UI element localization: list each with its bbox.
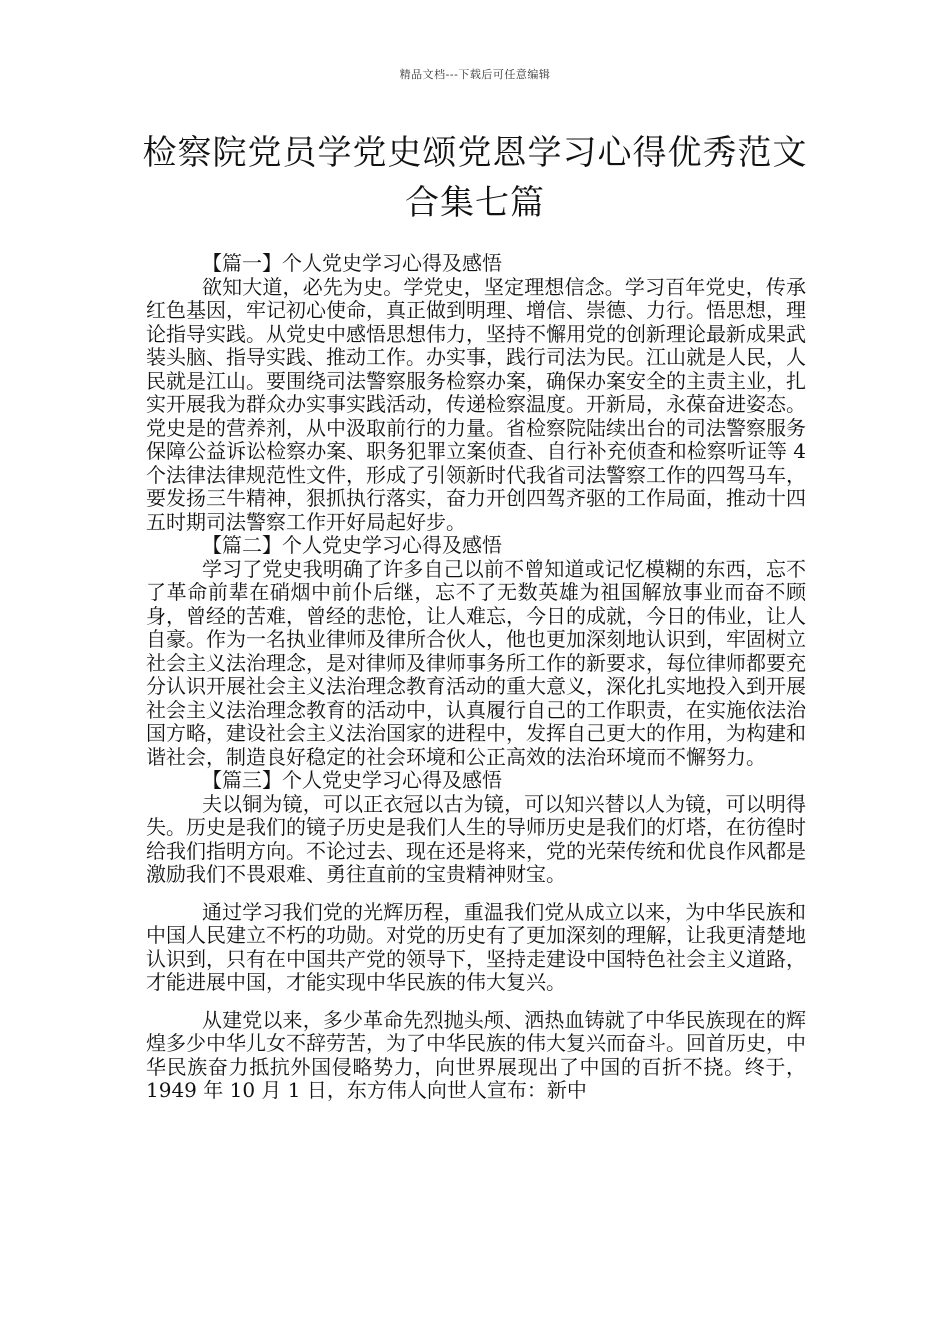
paragraph: 从建党以来，多少革命先烈抛头颅、洒热血铸就了中华民族现在的辉煌多少中华儿女不辞劳苦，为了中华民族的伟大复兴而奋斗。回首历史，中华民族奋力抵抗外国侵略势力，向世界展现出了中国的百折不挠。终于，1949 年 10 月 1 日，东方伟人向世人宣布：新中 (146, 1007, 806, 1102)
section-heading: 【篇二】个人党史学习心得及感悟 (202, 533, 502, 557)
section-heading: 【篇三】个人党史学习心得及感悟 (202, 768, 502, 792)
document-body (146, 252, 806, 1103)
paragraph: 欲知大道，必先为史。学党史，坚定理想信念。学习百年党史，传承红色基因，牢记初心使命，真正做到明理、增信、崇德、力行。悟思想，理论指导实践。从党史中感悟思想伟力，坚持不懈用党的创新理论最新成果武装头脑、指导实践、推动工作。办实事，践行司法为民。江山就是人民，人民就是江山。要围绕司法警察服务检察办案，确保办案安全的主责主业，扎实开展我为群众办实事实践活动，传递检察温度。开新局，永葆奋进姿态。党史是的营养剂，从中汲取前行的力量。省检察院陆续出台的司法警察服务保障公益诉讼检察办案、职务犯罪立案侦查、自行补充侦查和检察听证等 4 个法律法律规范性文件，形成了引领新时代我省司法警察工作的四驾马车，要发扬三牛精神，狠抓执行落实，奋力开创四驾齐驱的工作局面，推动十四五时期司法警察工作开好局起好步。 (146, 274, 806, 534)
paragraph: 通过学习我们党的光辉历程，重温我们党从成立以来，为中华民族和中国人民建立不朽的功勋。对党的历史有了更加深刻的理解，让我更清楚地认识到，只有在中国共产党的领导下，坚持走建设中国特色社会主义道路，才能进展中国，才能实现中华民族的伟大复兴。 (146, 899, 806, 994)
section-heading: 【篇一】个人党史学习心得及感悟 (202, 251, 502, 275)
paragraph: 夫以铜为镜，可以正衣冠以古为镜，可以知兴替以人为镜，可以明得失。历史是我们的镜子历史是我们人生的导师历史是我们的灯塔，在彷徨时给我们指明方向。不论过去、现在还是将来，党的光荣传统和优良作风都是激励我们不畏艰难、勇往直前的宝贵精神财宝。 (146, 791, 806, 886)
document-title: 检察院党员学党史颂党恩学习心得优秀范文合集七篇 (142, 133, 808, 223)
header-note: 精品文档---下载后可任意编辑 (399, 68, 551, 81)
paragraph: 学习了党史我明确了许多自己以前不曾知道或记忆模糊的东西，忘不了革命前辈在硝烟中前仆后继，忘不了无数英雄为祖国解放事业而奋不顾身，曾经的苦难，曾经的悲怆，让人难忘，今日的成就，今日的伟业，让人自豪。作为一名执业律师及律所合伙人，他也更加深刻地认识到，牢固树立社会主义法治理念，是对律师及律师事务所工作的新要求，每位律师都要充分认识开展社会主义法治理念教育活动的重大意义，深化扎实地投入到开展社会主义法治理念教育的活动中，认真履行自己的工作职责，在实施依法治国方略，建设社会主义法治国家的进程中，发挥自己更大的作用，为构建和谐社会，制造良好稳定的社会环境和公正高效的法治环境而不懈努力。 (146, 556, 806, 769)
